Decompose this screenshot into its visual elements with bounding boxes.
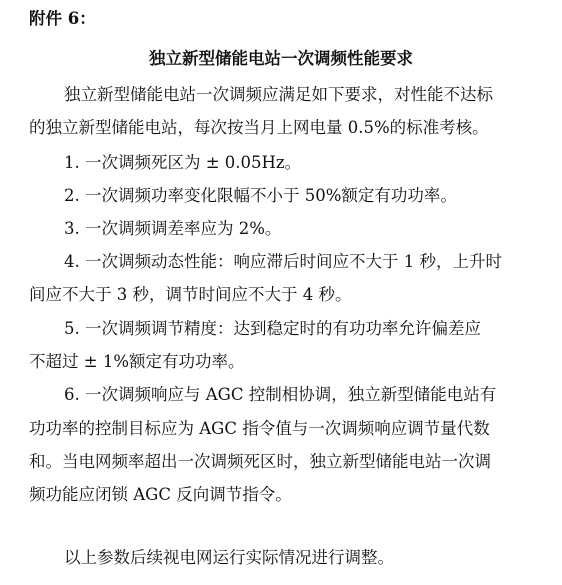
requirement-item-1: 1. 一次调频死区为 ± 0.05Hz。 xyxy=(64,153,302,172)
attachment-label: 附件 6： xyxy=(29,9,96,28)
requirement-item-6-line-3: 和。当电网频率超出一次调频死区时，独立新型储能电站一次调 xyxy=(29,452,491,471)
requirement-item-5-line-1: 5. 一次调频调节精度：达到稳定时的有功功率允许偏差应 xyxy=(64,319,481,338)
requirement-item-3: 3. 一次调频调差率应为 2%。 xyxy=(64,219,282,238)
document-title: 独立新型储能电站一次调频性能要求 xyxy=(149,49,413,68)
requirement-item-2: 2. 一次调频功率变化限幅不小于 50%额定有功功率。 xyxy=(64,186,457,205)
requirement-item-6-line-2: 功功率的控制目标应为 AGC 指令值与一次调频响应调节量代数 xyxy=(29,419,490,438)
intro-line-2: 的独立新型储能电站，每次按当月上网电量 0.5%的标准考核。 xyxy=(29,118,489,137)
intro-line-1: 独立新型储能电站一次调频应满足如下要求，对性能不达标 xyxy=(64,85,493,104)
requirement-item-6-line-1: 6. 一次调频响应与 AGC 控制相协调，独立新型储能电站有 xyxy=(64,385,497,404)
requirement-item-4-line-1: 4. 一次调频动态性能：响应滞后时间应不大于 1 秒，上升时 xyxy=(64,252,502,271)
requirement-item-6-line-4: 频功能应闭锁 AGC 反向调节指令。 xyxy=(29,485,292,504)
closing-note: 以上参数后续视电网运行实际情况进行调整。 xyxy=(64,548,394,567)
requirement-item-5-line-2: 不超过 ± 1%额定有功功率。 xyxy=(29,352,245,371)
requirement-item-4-line-2: 间应不大于 3 秒，调节时间应不大于 4 秒。 xyxy=(29,285,352,304)
